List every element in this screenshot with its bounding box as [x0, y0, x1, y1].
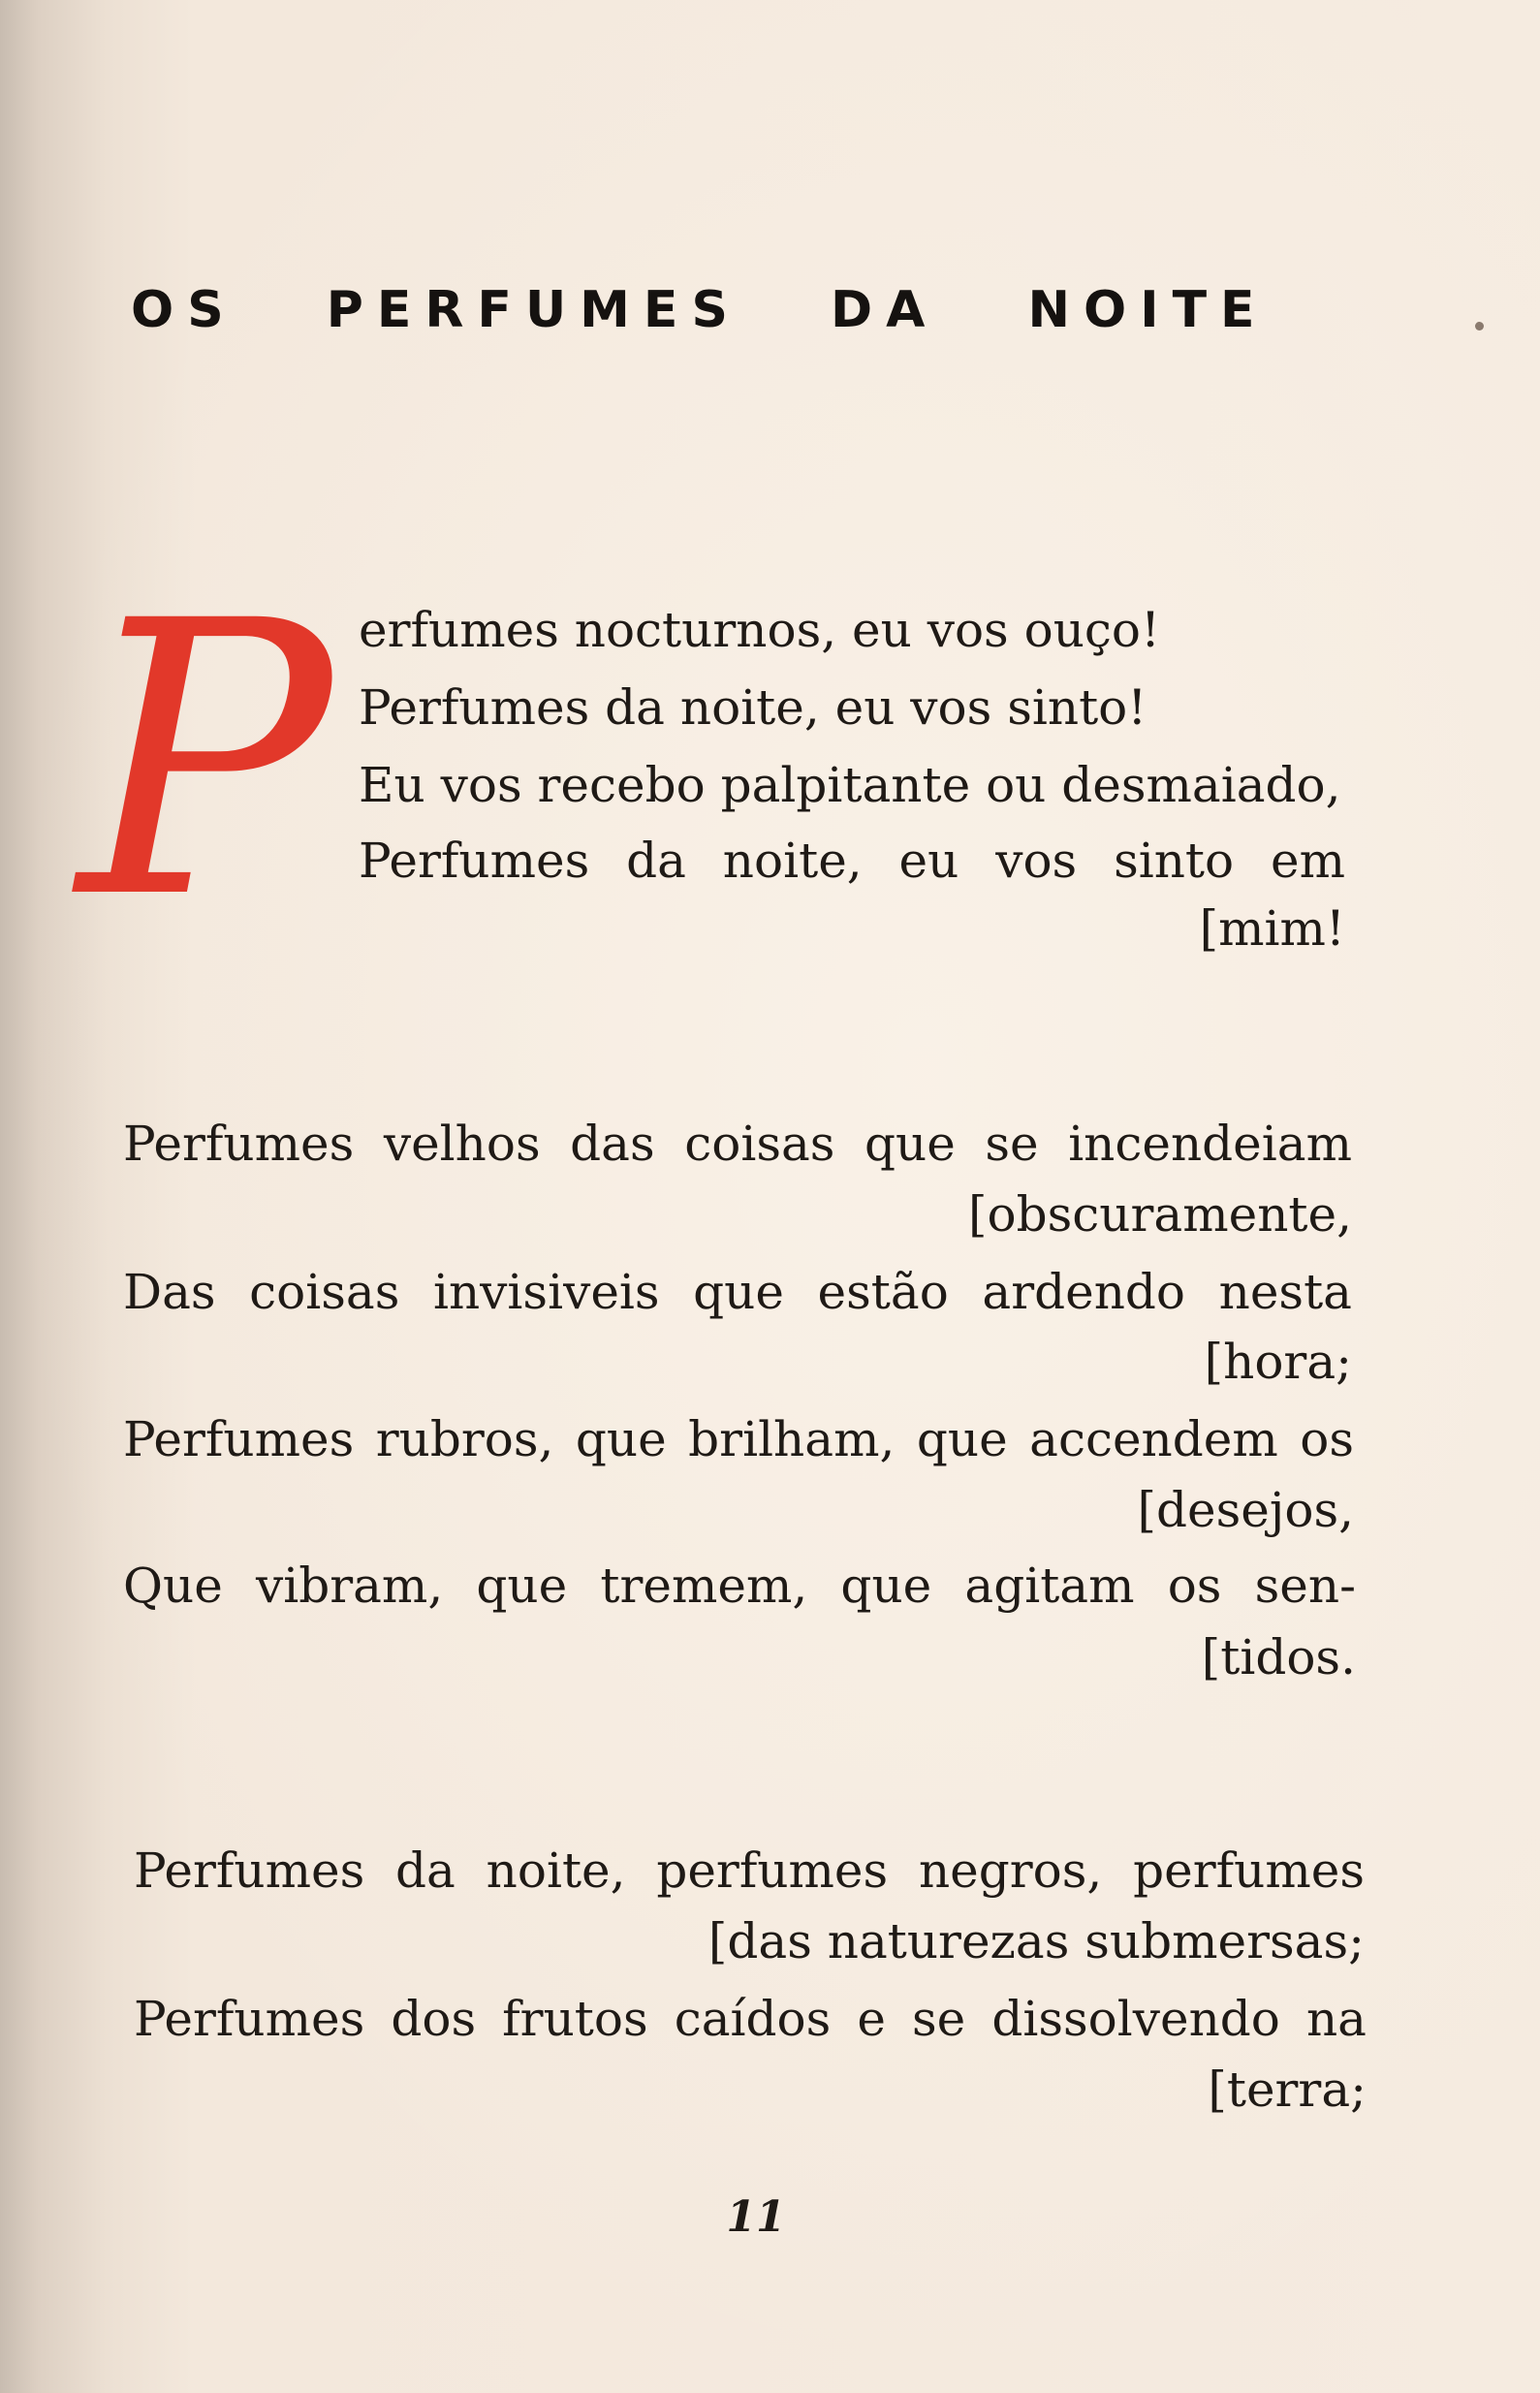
poem-line: Das coisas invisiveis que estão ardendo nesta	[123, 1264, 1352, 1320]
poem-line: Perfumes rubros, que brilham, que accendem os	[123, 1411, 1354, 1467]
poem-line-continuation: [hora;	[1204, 1334, 1352, 1390]
poem-line: Eu vos recebo palpitante ou desmaiado,	[359, 757, 1341, 813]
poem-line: Perfumes velhos das coisas que se incendeiam	[123, 1116, 1352, 1172]
poem-line-continuation: [terra;	[1208, 2062, 1367, 2118]
poem-line: Que vibram, que tremem, que agitam os sen-	[123, 1558, 1356, 1614]
poem-line-continuation: [das naturezas submersas;	[707, 1913, 1365, 1969]
poem-line: Perfumes dos frutos caídos e se dissolvendo na	[134, 1991, 1367, 2047]
poem-line-continuation: [obscuramente,	[968, 1186, 1352, 1243]
poem-line-continuation: [desejos,	[1137, 1482, 1354, 1538]
ink-speck	[1475, 322, 1484, 331]
poem-line-continuation: [mim!	[1199, 900, 1345, 957]
poem-line: Perfumes da noite, perfumes negros, perfumes	[134, 1842, 1365, 1899]
poem-line: Perfumes da noite, eu vos sinto em	[359, 833, 1345, 889]
poem-line: erfumes nocturnos, eu vos ouço!	[359, 602, 1161, 658]
drop-cap-letter: P	[78, 541, 332, 981]
poem-title: OS PERFUMES DA NOITE	[131, 281, 1269, 339]
page-number: 11	[726, 2192, 786, 2242]
poem-line: Perfumes da noite, eu vos sinto!	[359, 679, 1147, 736]
poem-line-continuation: [tidos.	[1201, 1629, 1356, 1685]
